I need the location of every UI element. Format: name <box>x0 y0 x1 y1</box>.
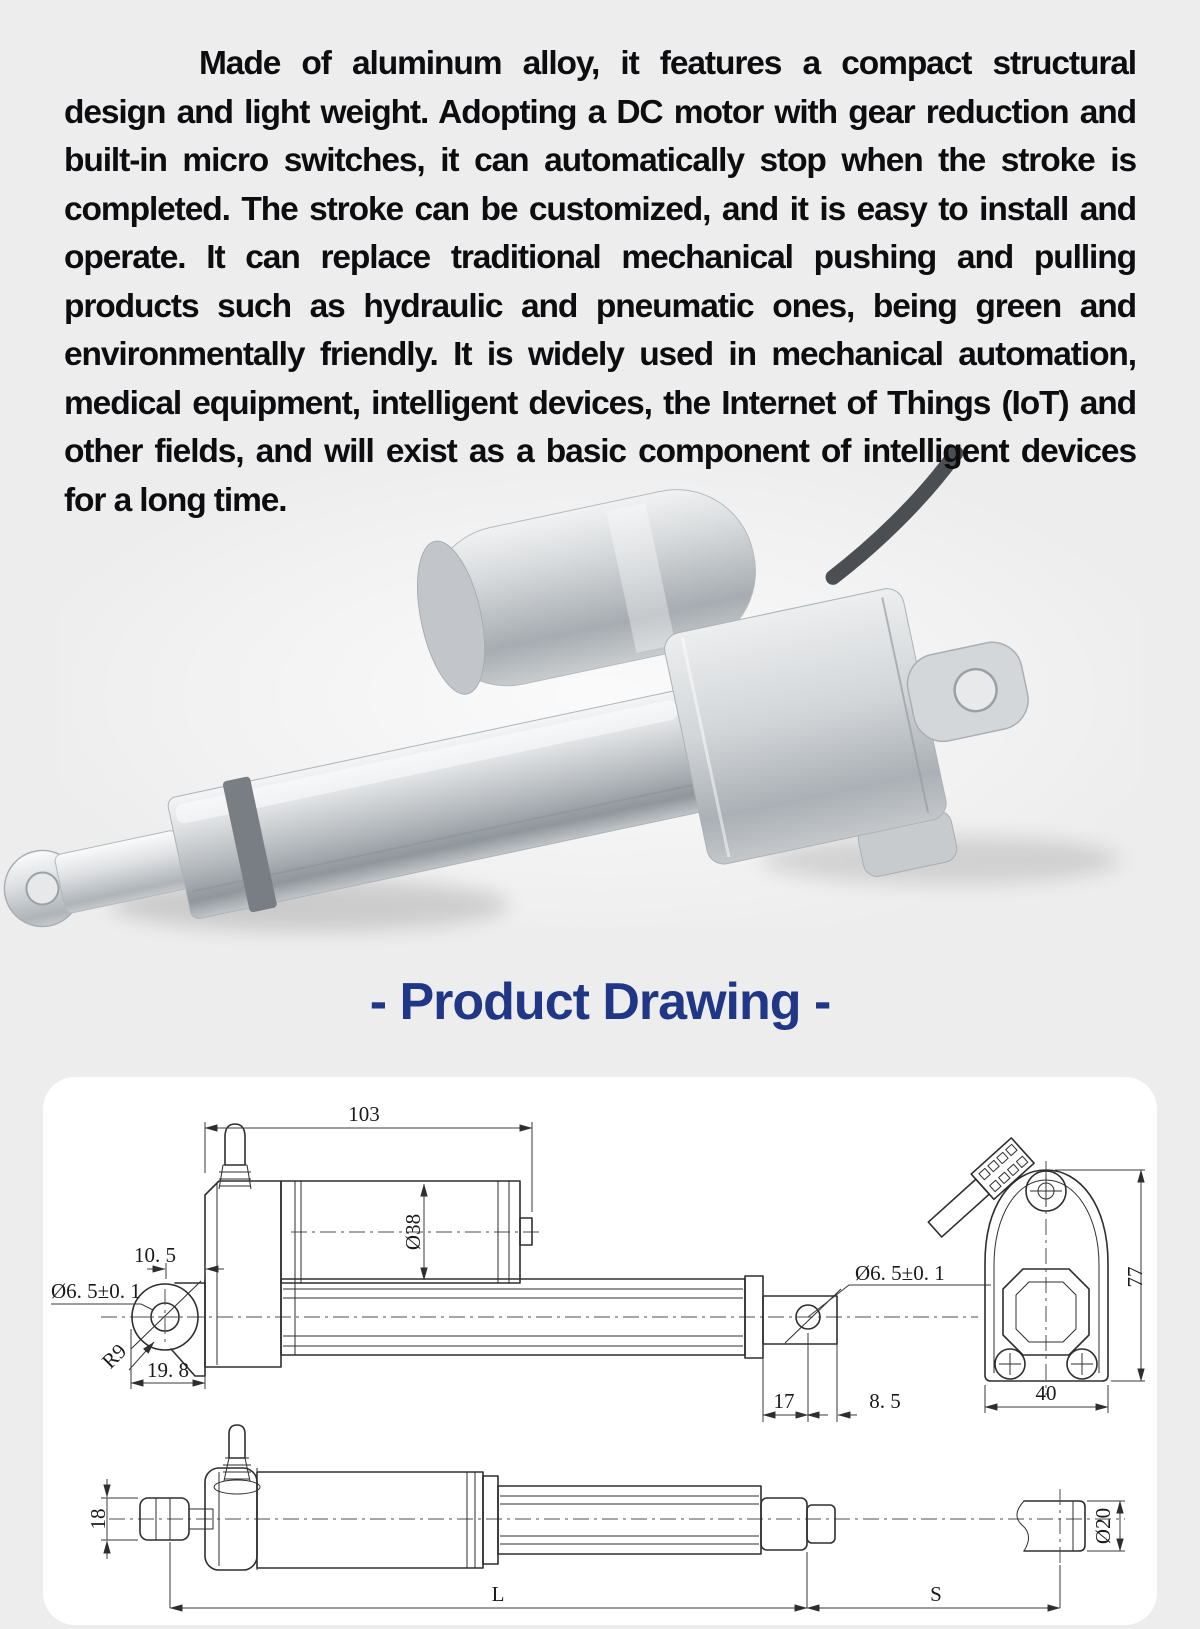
dim-77: 77 <box>1123 1266 1147 1288</box>
dim-40: 40 <box>1035 1381 1057 1405</box>
dim-17: 17 <box>773 1389 795 1413</box>
dim-d38: Ø38 <box>401 1213 425 1251</box>
dim-L: L <box>491 1582 505 1606</box>
dim-10-5: 10. 5 <box>134 1243 176 1267</box>
dim-r9: R9 <box>96 1338 132 1374</box>
dim-S: S <box>930 1582 942 1606</box>
technical-drawing <box>43 1077 1157 1625</box>
side-view-extended <box>51 1102 991 1422</box>
dim-d65-rear: Ø6. 5±0. 1 <box>855 1261 945 1285</box>
cable-strain-relief <box>924 1138 1034 1242</box>
dim-18: 18 <box>86 1508 110 1530</box>
dim-103: 103 <box>348 1102 380 1126</box>
dim-19-8: 19. 8 <box>147 1358 189 1382</box>
drawing-card <box>43 1077 1157 1625</box>
end-view <box>924 1138 1147 1413</box>
dim-8-5: 8. 5 <box>869 1389 901 1413</box>
dim-d65-front: Ø6. 5±0. 1 <box>51 1279 141 1303</box>
side-view-retracted <box>86 1425 1125 1608</box>
product-description: Made of aluminum alloy, it features a compact structural design and light weight. Adopting a DC motor with gear reduction and built-in micro switches, it can automatically stop when the stroke is completed. The stroke can be customized, and it is easy to install and operate. It can replace traditional mechanical pushing and pulling products such as hydraulic and pneumatic ones, being green and environmentally friendly. It is widely used in mechanical automation, medical equipment, intelligent devices, the Internet of Things (IoT) and other fields, and will exist as a basic component of intelligent devices for a long time. <box>64 45 1136 519</box>
gear-housing <box>662 586 950 868</box>
section-title: - Product Drawing - <box>369 973 831 1031</box>
dim-d20: Ø20 <box>1091 1507 1115 1545</box>
